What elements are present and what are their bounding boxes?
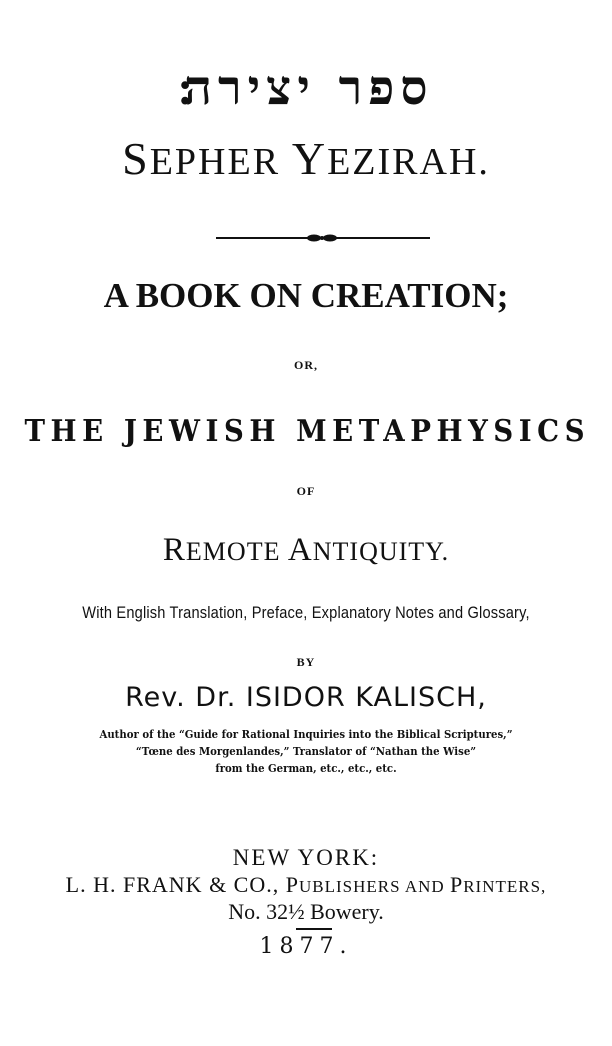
- remote-initial: R: [162, 532, 186, 568]
- translation-note: With English Translation, Preface, Explanatory Notes and Glossary,: [82, 603, 530, 622]
- of-word: OF: [296, 484, 316, 498]
- antiquity-initial: A: [287, 532, 313, 568]
- publisher-address: No. 32½ Bowery.: [228, 899, 384, 924]
- printers-initial: P: [449, 872, 464, 897]
- title-second-initial: Y: [291, 133, 328, 184]
- remote-antiquity: [0, 532, 612, 569]
- antiquity-rest: NTIQUITY.: [312, 537, 450, 566]
- publishers-rest: UBLISHERS AND: [299, 877, 450, 896]
- author-note-line-1: Author of the “Guide for Rational Inquiries into the Biblical Scriptures,”: [99, 727, 513, 741]
- author-name: Rev. Dr. ISIDOR KALISCH,: [125, 682, 487, 713]
- printers-rest: RINTERS,: [463, 877, 547, 896]
- secondary-title: THE JEWISH METAPHYSICS: [24, 414, 591, 449]
- publisher-name: L. H. FRANK & CO.,: [65, 872, 286, 897]
- publisher: [0, 872, 612, 898]
- author-note-line-3: from the German, etc., etc., etc.: [215, 761, 397, 775]
- by-word: BY: [296, 655, 316, 669]
- or-word: OR,: [294, 358, 318, 372]
- publication-city: NEW YORK:: [232, 845, 380, 870]
- hebrew-title: ספר יצירה׃: [178, 60, 434, 116]
- book-title: [0, 132, 612, 185]
- subtitle: A BOOK ON CREATION;: [103, 276, 509, 315]
- remote-rest: EMOTE: [185, 537, 281, 566]
- author-note-line-2: “Tœne des Morgenlandes,” Translator of “Nathan the Wise”: [135, 744, 477, 758]
- rule-ornament: [300, 233, 344, 243]
- title-first-initial: S: [122, 133, 150, 184]
- title-first-rest: EPHER: [149, 141, 281, 183]
- publishers-initial: P: [285, 872, 299, 897]
- year-rule: [296, 928, 332, 930]
- title-second-rest: EZIRAH.: [327, 141, 490, 183]
- publication-year: 1877.: [259, 934, 353, 959]
